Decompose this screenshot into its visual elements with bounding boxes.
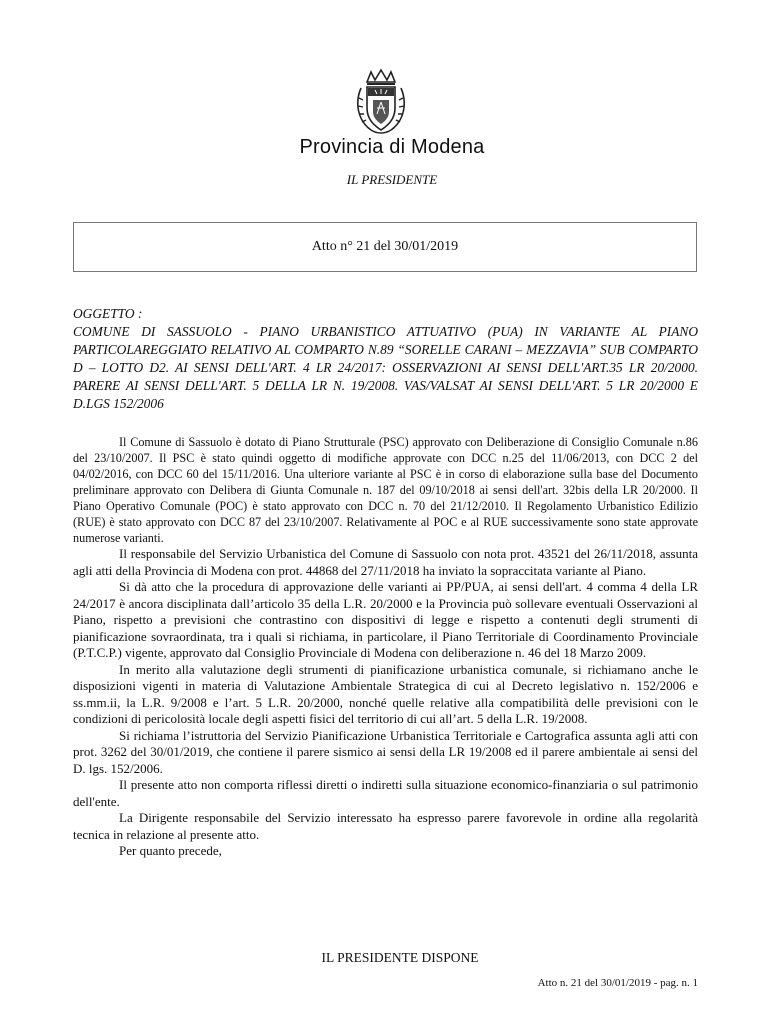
subject-label: OGGETTO : — [73, 306, 143, 321]
body-paragraph: Si dà atto che la procedura di approvazione delle varianti ai PP/PUA, ai sensi dell'art. 4 comma 4 della LR 24/2017 è ancora disciplinata dall’articolo 35 della L.R. 20/2000 e la Provincia può sollevare eventuali Osservazioni al Piano, rispetto a previsioni che contrastino con dispositivi di legge e rispetto a contenuti degli strumenti di pianificazione sovraordinata, tra i quali si richiama, in particolare, il Piano Territoriale di Coordinamento Provinciale (P.T.C.P.) vigente, approvato dal Consiglio Provinciale di Modena con deliberazione n. 46 del 18 Marzo 2009. — [73, 579, 698, 660]
document-body — [73, 434, 698, 860]
body-paragraph: La Dirigente responsabile del Servizio interessato ha espresso parere favorevole in ordine alla regolarità tecnica in relazione al presente atto. — [73, 810, 698, 842]
body-paragraph: Il presente atto non comporta riflessi diretti o indiretti sulla situazione economico-finanziaria o sul patrimonio dell'ente. — [73, 777, 698, 809]
institution-name: Provincia di Modena — [299, 136, 485, 158]
dispone-heading: IL PRESIDENTE DISPONE — [321, 950, 479, 965]
body-paragraph: Per quanto precede, — [119, 843, 222, 858]
act-number-box — [73, 222, 697, 272]
president-heading: IL PRESIDENTE — [346, 172, 438, 187]
body-paragraph: Il Comune di Sassuolo è dotato di Piano Strutturale (PSC) approvato con Deliberazione di Consiglio Comunale n.86 del 23/10/2007. Il PSC è stato quindi oggetto di modifiche approvate con DCC n.25 del 11/06/2013, con DCC 2 del 04/02/2016, con DCC 60 del 15/11/2016. Una ulteriore variante al PSC è in corso di elaborazione sulla base del Documento preliminare approvato con Delibera di Giunta Comunale n. 187 del 09/10/2018 ai sensi dell'art. 32bis della LR 20/2000. Il Piano Operativo Comunale (POC) è stato approvato con DCC n. 70 del 21/12/2010. Il Regolamento Urbanistico Edilizio (RUE) è stato approvato con DCC 87 del 23/10/2007. Relativamente al POC e al RUE successivamente sono state approvate numerose varianti. — [73, 435, 698, 545]
subject-text: COMUNE DI SASSUOLO - PIANO URBANISTICO ATTUATIVO (PUA) IN VARIANTE AL PIANO PARTICOLAREGGIATO RELATIVO AL COMPARTO N.89 “SORELLE CARANI – MEZZAVIA” SUB COMPARTO D – LOTTO D2. AI SENSI DELL'ART. 4 LR 24/2017: OSSERVAZIONI AI SENSI DELL'ART.35 LR 20/2000. PARERE AI SENSI DELL'ART. 5 DELLA LR N. 19/2008. VAS/VALSAT AI SENSI DELL'ART. 5 LR 20/2000 E D.LGS 152/2006 — [73, 324, 698, 411]
body-paragraph: In merito alla valutazione degli strumenti di pianificazione urbanistica comunale, si richiamano anche le disposizioni vigenti in materia di Valutazione Ambientale Strategica di cui al Decreto legislativo n. 152/2006 e ss.mm.ii, la L.R. 9/2008 e l’art. 5 L.R. 20/2000, nonché quelle relative alla compatibilità delle previsioni con le condizioni di pericolosità locale degli aspetti fisici del territorio di cui all’art. 5 della L.R. 19/2008. — [73, 661, 698, 726]
body-paragraph: Si richiama l’istruttoria del Servizio Pianificazione Urbanistica Territoriale e Cartografica assunta agli atti con prot. 3262 del 30/01/2019, che contiene il parere sismico ai sensi della LR 19/2008 ed il parere ambientale ai sensi del D. lgs. 152/2006. — [73, 727, 698, 776]
act-number: Atto n° 21 del 30/01/2019 — [311, 239, 459, 254]
coat-of-arms-logo — [353, 68, 409, 136]
body-paragraph: Il responsabile del Servizio Urbanistica del Comune di Sassuolo con nota prot. 43521 del 26/11/2018, assunta agli atti della Provincia di Modena con prot. 44868 del 27/11/2018 ha inviato la sopraccitata variante al Piano. — [73, 546, 698, 578]
page-footer: Atto n. 21 del 30/01/2019 - pag. n. 1 — [537, 977, 698, 989]
subject-block — [73, 305, 698, 413]
